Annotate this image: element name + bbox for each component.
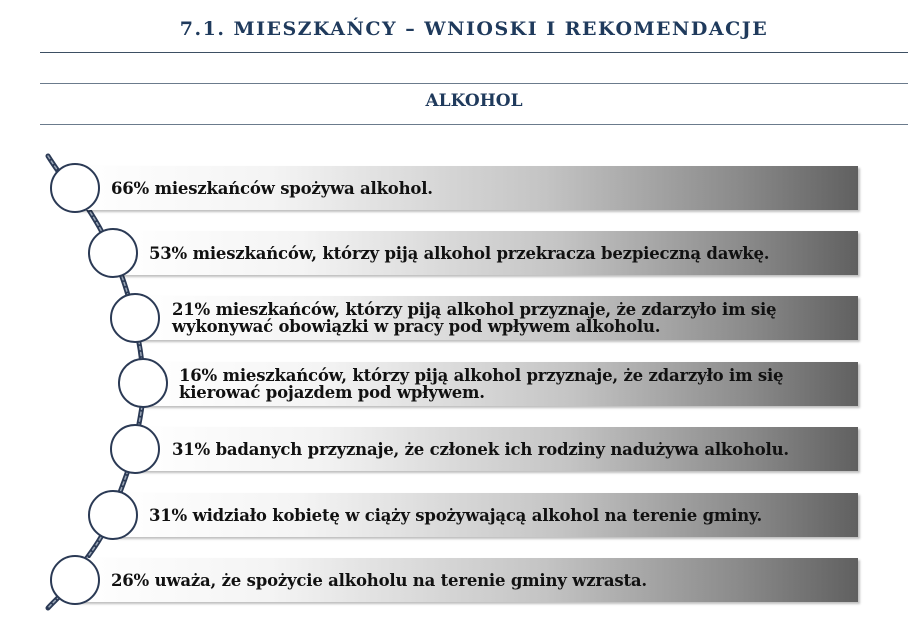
bullet-circle — [50, 555, 100, 605]
list-item-text: 16% mieszkańców, którzy piją alkohol przyznaje, że zdarzyło im się kierować pojazdem pod wpływem. — [179, 366, 784, 402]
list-item-text: 66% mieszkańców spożywa alkohol. — [111, 178, 433, 198]
list-item — [75, 166, 858, 210]
list-item — [115, 493, 858, 537]
bullet-circle — [110, 424, 160, 474]
bullet-circle — [50, 163, 100, 213]
list-item — [115, 231, 858, 275]
bullet-circle — [110, 293, 160, 343]
bullet-circle — [88, 228, 138, 278]
list-item-text: 26% uważa, że spożycie alkoholu na terenie gminy wzrasta. — [111, 570, 647, 590]
bullet-circle — [118, 358, 168, 408]
list-item-text: 21% mieszkańców, którzy piją alkohol przyznaje, że zdarzyło im się wykonywać obowiązki w pracy pod wpływem alkoholu. — [172, 300, 777, 336]
list-item-text: 53% mieszkańców, którzy piją alkohol przekracza bezpieczną dawkę. — [149, 243, 770, 263]
list-item — [75, 558, 858, 602]
list-item — [135, 296, 858, 340]
list-item — [135, 427, 858, 471]
list-item — [143, 362, 858, 406]
list-item-text: 31% widziało kobietę w ciąży spożywającą alkohol na terenie gminy. — [149, 505, 763, 525]
page-title: 7.1. MIESZKAŃCY – WNIOSKI I REKOMENDACJE — [179, 18, 769, 40]
section-title: ALKOHOL — [425, 91, 523, 111]
bullet-circle — [88, 490, 138, 540]
list-item-text: 31% badanych przyznaje, że członek ich rodziny nadużywa alkoholu. — [172, 439, 789, 459]
